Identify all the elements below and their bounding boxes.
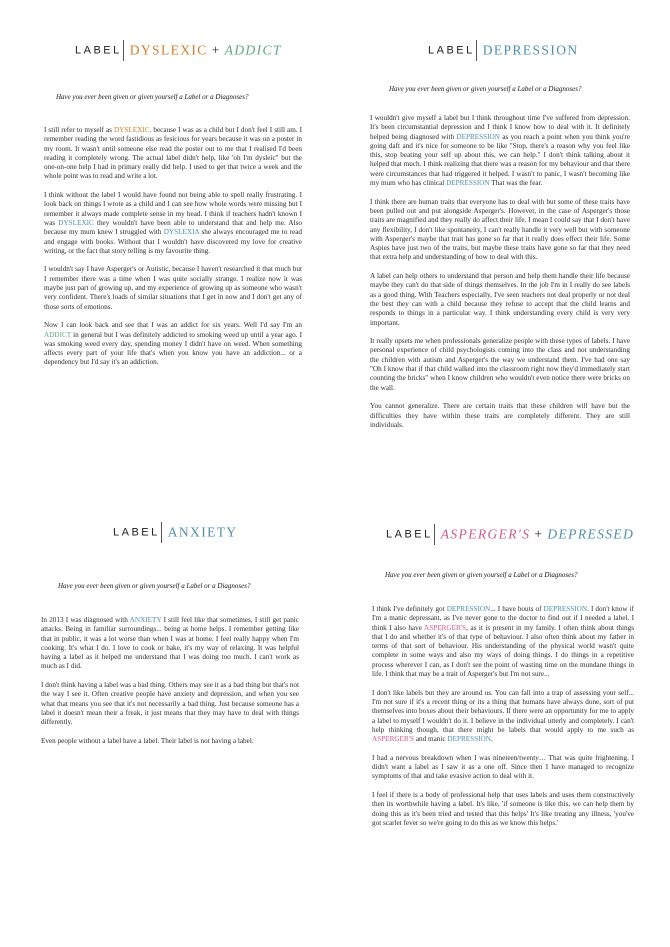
paragraph: Now I can look back and see that I was an addict for six years. Well I'd say I'm an ADDICT in general but I was definitely addicted to smoking weed up until a year ago. I was smoking weed every day, spending money I didn't have on weed. When something affects every part of your life that's when you know you have an addiction... or a dependency but I'd say it's an addiction. (44, 321, 302, 367)
title-depressed: DEPRESSED (547, 526, 635, 542)
paragraph: In 2013 I was diagnosed with ANXIETY I still feel like that sometimes, I still get panic attacks. Being in familiar surroundings... being at home helps. I remember getting like that in public, it was a lot worse than when I was at home. I feel really happy when I'm cooking. It's what I do. I love to cook or bake, it's my way of relaxing. It was helpful having a label as it helped me understand that I was doing too much. I can't work as much as I did. (41, 616, 299, 671)
label-word: LABEL (75, 44, 122, 57)
question: Have you ever been given or given yourself a Label or a Diagnoses? (58, 582, 251, 590)
label-word: LABEL (386, 528, 433, 541)
title-plus: + (211, 42, 221, 58)
paragraph: I wouldn't give myself a label but I think throughout time I've suffered from depression. It's been circumstantial depression and I think I know how to deal with it. It definitely helped being diagnosed with DEPRESSION as you reach a point when you think you're going daft and it's nice for someone to be like "Stop, there's a reason why you feel like this, stop beating your self up about this, we can help." I don't think talking about it helped that much. I think realizing that there was a reason for my behaviour and that there were circumstances that had triggered it helped. I wasn't to panic, I wasn't becoming like my mum who has clinical DEPRESSION That was the fear. (370, 114, 630, 188)
question: Have you ever been given or given yourself a Label or a Diagnoses? (389, 85, 582, 93)
panel-header (386, 524, 634, 545)
header-divider (161, 522, 162, 543)
title-anxiety: ANXIETY (167, 524, 238, 540)
panel-aspergers-depressed (335, 477, 670, 947)
paragraph: You cannot generalize. There are certain traits that these children will have but the difficulties they have within these traits are completely different. They are still individuals. (370, 402, 630, 429)
paragraph: I think there are human traits that everyone has to deal with but some of these traits have been pulled out and put alongside Asperger's. However, in the case of Asperger's those traits are magnified and they really do affect their life. I mean I could say that I don't have any flexibility, I don't like spontaneity, I can't really handle it very well but with someone with Asperger's maybe that trait has gone so far that it really does effect their life. Some Aspies have just two of the traits, but maybe these traits have gone so far that they need that extra help and understanding of how to deal with this. (370, 197, 630, 262)
paragraph: I still refer to myself as DYSLEXIC, because I was as a child but I don't feel I still am. I remember reading the word fastidious as fesicious for years because it was on a poster in my room. It wasn't until someone else read the poster out to me that I realised I'd been reading it completely wrong. The actual label didn't help, like 'oh I'm dysleic" but the one-on-one help I had in primary really did help. I used to get that twice a week and the whole point was to read and write a lot. (44, 126, 302, 181)
header-divider (123, 40, 124, 61)
panel-dyslexic-addict (0, 0, 335, 470)
panel-depression (335, 0, 670, 470)
title-addict: ADDICT (224, 42, 282, 58)
header-divider (476, 40, 477, 61)
paragraph: A label can help others to understand that person and help them handle their life because maybe they can't do that side of things themselves. In the job I'm in I really do see labels as a good thing. With Teachers especially, I've seen teachers not deal properly or not deal the best they can with a child because they refuse to accept that the child learns and responds to things in a particular way. I think understanding every child is very very important. (370, 272, 630, 327)
question: Have you ever been given or given yourself a Label or a Diagnoses? (385, 571, 578, 579)
paragraph: I don't think having a label was a bad thing. Others may see it as a bad thing but that's not the way I see it. Often creative people have anxiety and depression, and when you see what that means you see that it's not necessarily a bad thing. Just because someone has a label it doesn't mean their a freak, it just means that they may have to deal with things differently. (41, 681, 299, 727)
title-aspergers: ASPERGER'S (440, 526, 531, 542)
panel-header (75, 40, 282, 61)
paragraph: I think without the label I would have found not being able to spell really frustrating. I look back on things I wrote as a child and I can see how whole words were missing but I remember it always made complete sense in my head. I think if teachers hadn't known I was DYSLEXIC they wouldn't have been able to understand that and help me. Also because my mum knew I struggled with DYSLEXIA she always encouraged me to read and engage with books. Without that I wouldn't have discovered my love for creative writing, or the fact that story telling is my favourite thing. (44, 191, 302, 255)
panel-header (428, 40, 579, 61)
panel-header (113, 522, 238, 543)
title-plus: + (534, 526, 544, 542)
paragraph: It really upsets me when professionals generalize people with these types of labels. I have personal experience of child psychologists coming into the class and not understanding the children with autism and Asperger's the way we understand them. I've had one say "Oh I know that if that child walked into the classroom right now they'd immediately start counting the bricks" when I know children who wouldn't even notice there were bricks on the wall. (370, 337, 630, 392)
paragraph: I don't like labels but they are around us. You can fall into a trap of assessing your self... I'm not sure if it's a recent thing or its a thing that humans have always done, sort of put themselves into boxes about their behaviours. If there were an opportunity for me to apply a label to myself I wouldn't do it. I believe in the individual utterly and completely. I can't help thinking though, that there might be labels that would apply to me such as ASPERGER'S and manic DEPRESSION. (372, 688, 634, 744)
paragraph: I feel if there is a body of professional help that uses labels and uses them constructively then its worthwhile having a label. It's like, 'if someone is like this, we can help them by doing this as it's been tried and tested that this helps' It's like treating any illness, 'you've got scarlet fever so we're going to do this as we know this helps.' (372, 790, 634, 827)
panel-body (44, 126, 302, 377)
panel-body (372, 605, 634, 837)
paragraph: I wouldn't say I have Asperger's or Autistic, because I haven't researched it that much but I remember there was a time when I was quite socially strange. I realize now it was maybe just part of growing up, and my experience of growing up as someone who wasn't very confident. There's loads of similar situations that I get in now and I don't get any of those sorts of emotions. (44, 265, 302, 311)
paragraph: Even people without a label have a label. Their label is not having a label. (41, 736, 254, 745)
panel-anxiety (0, 477, 335, 947)
header-divider (434, 524, 435, 545)
panel-body (41, 616, 299, 755)
title-depression: DEPRESSION (482, 42, 579, 58)
panel-body (370, 114, 630, 439)
label-word: LABEL (428, 44, 475, 57)
question: Have you ever been given or given yourself a Label or a Diagnoses? (56, 93, 249, 101)
title-dyslexic: DYSLEXIC (129, 42, 208, 58)
paragraph: I had a nervous breakdown when I was nineteen/twenty… That was quite frightening. I didn't want a label as I saw it as a one off. Since then I have managed to recognize symptoms of that and take evasive action to deal with it. (372, 753, 634, 781)
paragraph: I think I've definitely got DEPRESSION... I have bouts of DEPRESSION. I don't know if I'm a manic depressant, as I've never gone to the doctor to find out if I needed a label. I think I also have ASPERGER'S, as it is present in my family. I often think about things that I do and whether it's of that type of behaviour. I also often think about my father in terms of that sort of behaviour. His understanding of the physical world wasn't quite complete in some ways and also my ways of doing things. I do things in a repetitive process wherever I can, as I don't see the point of wasting time on the mundane things in life. I think that may be a trait of Asperger's but I'm not sure... (372, 605, 635, 679)
label-word: LABEL (113, 526, 160, 539)
